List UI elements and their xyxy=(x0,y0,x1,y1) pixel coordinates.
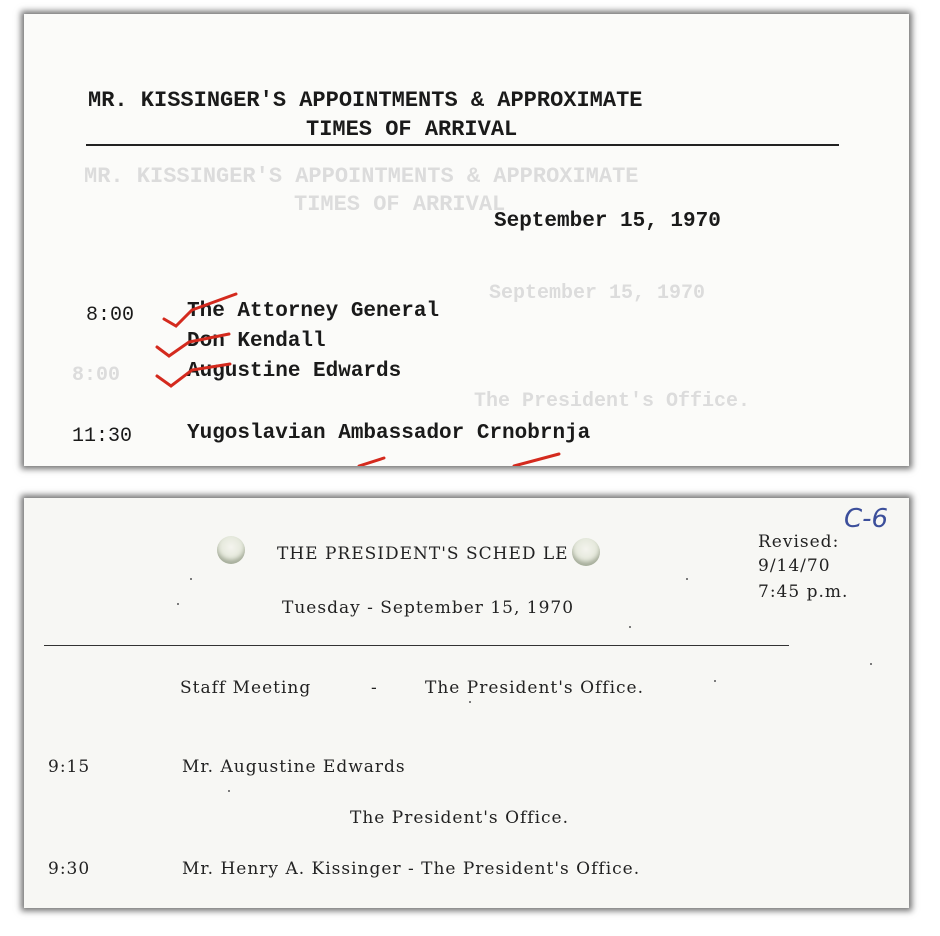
row-separator: - xyxy=(371,678,378,698)
revised-date: 9/14/70 xyxy=(758,556,831,576)
bleed-through-text: The President's Office. xyxy=(474,390,751,413)
entry-name: The Attorney General xyxy=(187,300,440,323)
check-mark xyxy=(157,364,230,386)
revised-label: Revised: xyxy=(758,532,840,552)
check-mark xyxy=(164,294,236,326)
paper-speck xyxy=(228,790,230,792)
revised-time: 7:45 p.m. xyxy=(758,582,849,602)
paper-speck xyxy=(629,626,631,628)
paper-speck xyxy=(177,603,179,605)
memo-date: September 15, 1970 xyxy=(494,210,721,233)
memo-title: MR. KISSINGER'S APPOINTMENTS & APPROXIMATE xyxy=(88,88,643,113)
entry-time: 11:30 xyxy=(72,425,133,448)
schedule-title: THE PRESIDENT'S SCHED LE xyxy=(277,544,569,564)
entry-name: Yugoslavian Ambassador Crnobrnja xyxy=(187,422,591,445)
punch-hole xyxy=(217,536,245,564)
bleed-through-text: 8:00 xyxy=(72,364,121,387)
bleed-through-text: TIMES OF ARRIVAL xyxy=(294,192,506,217)
paper-speck xyxy=(469,701,471,703)
bleed-through-text: MR. KISSINGER'S APPOINTMENTS & APPROXIMATE xyxy=(84,164,639,189)
row-text: Mr. Henry A. Kissinger - The President's Office. xyxy=(182,859,641,879)
presidents-schedule-memo xyxy=(24,498,909,908)
paper-speck xyxy=(686,578,688,580)
check-mark xyxy=(157,334,229,356)
row-time: 9:30 xyxy=(48,859,91,879)
handwritten-note: C-6 xyxy=(844,504,889,534)
entry-name: Augustine Edwards xyxy=(187,360,402,383)
bleed-through-text: September 15, 1970 xyxy=(489,282,706,305)
paper-speck xyxy=(190,578,192,580)
schedule-rule xyxy=(44,645,789,646)
row-location: The President's Office. xyxy=(425,678,645,698)
row-time: 9:15 xyxy=(48,757,91,777)
row-text: Mr. Augustine Edwards xyxy=(182,757,406,777)
punch-hole xyxy=(572,538,600,566)
schedule-date: Tuesday - September 15, 1970 xyxy=(282,598,575,618)
check-mark xyxy=(359,458,384,466)
paper-speck xyxy=(870,663,872,665)
entry-time: 8:00 xyxy=(86,304,135,327)
red-check-marks xyxy=(24,14,909,466)
row-text: Staff Meeting xyxy=(180,678,312,698)
entry-name: Don Kendall xyxy=(187,330,326,353)
paper-speck xyxy=(714,680,716,682)
check-mark xyxy=(514,454,559,466)
row-location: The President's Office. xyxy=(350,808,570,828)
memo-subtitle: TIMES OF ARRIVAL xyxy=(306,117,518,142)
kissinger-appointments-memo xyxy=(24,14,909,466)
